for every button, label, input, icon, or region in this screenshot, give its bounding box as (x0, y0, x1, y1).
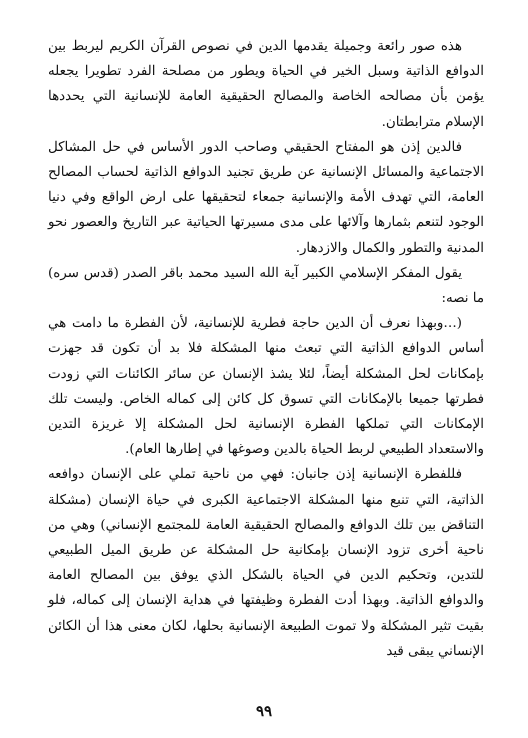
paragraph-3: يقول المفكر الإسلامي الكبير آية الله السيد محمد باقر الصدر (قدس سره) ما نصه: (48, 265, 484, 307)
body-text (48, 34, 484, 664)
paragraph-4-quote: (…وبهذا نعرف أن الدين حاجة فطرية للإنسانية، لأن الفطرة ما دامت هي أساس الدوافع الذاتية التي تبعث منها المشكلة فلا بد أن تكون قد جهزت بإمكانات لحل المشكلة أيضاً، لئلا يشذ الإنسان عن سائر الكائنات التي زودت فطرتها جميعا بالإمكانات التي تسوق كل كائن إلى كماله الخاص. وليست تلك الإمكانات التي تملكها الفطرة الإنسانية لحل المشكلة إلا غريزة التدين والاستعداد الطبيعي لربط الحياة بالدين وصوغها في إطارها العام). (48, 316, 484, 458)
paragraph-5: فللفطرة الإنسانية إذن جانبان: فهي من ناحية تملي على الإنسان دوافعه الذاتية، التي تنبع منها المشكلة الاجتماعية الكبرى في حياة الإنسان (مشكلة التناقض بين تلك الدوافع والمصالح الحقيقية العامة للمجتمع الإنساني) وهي من ناحية أخرى تزود الإنسان بإمكانية حل المشكلة عن طريق الميل الطبيعي للتدين، وتحكيم الدين في الحياة بالشكل الذي يوفق بين المصالح العامة والدوافع الذاتية. وبهذا أدت الفطرة وظيفتها في هداية الإنسان إلى كماله، فلو بقيت تثير المشكلة ولا تموت الطبيعة الإنسانية بحلها، لكان معنى هذا أن الكائن الإنساني يبقى قيد (48, 467, 484, 659)
paragraph-1: هذه صور رائعة وجميلة يقدمها الدين في نصوص القرآن الكريم ليربط بين الدوافع الذاتية وسبل الخير في الحياة ويطور من مصلحة الفرد تطويرا يجعله يؤمن بأن مصالحه الخاصة والمصالح الحقيقية العامة للإنسانية التي يحددها الإسلام مترابطتان. (48, 39, 484, 130)
paragraph-2: فالدين إذن هو المفتاح الحقيقي وصاحب الدور الأساس في حل المشاكل الاجتماعية والمسائل الإنسانية عن طريق تجنيد الدوافع الذاتية لحساب المصالح العامة، التي تهدف الأمة والإنسانية جمعاء لتحقيقها على ارض الواقع وفي دنيا الوجود لتنعم بثمارها وآلائها على مدى مسيرتها الحياتية عبر التاريخ والعصور نحو المدنية والتطور والكمال والازدهار. (48, 139, 484, 256)
page-number: ٩٩ (255, 702, 273, 720)
